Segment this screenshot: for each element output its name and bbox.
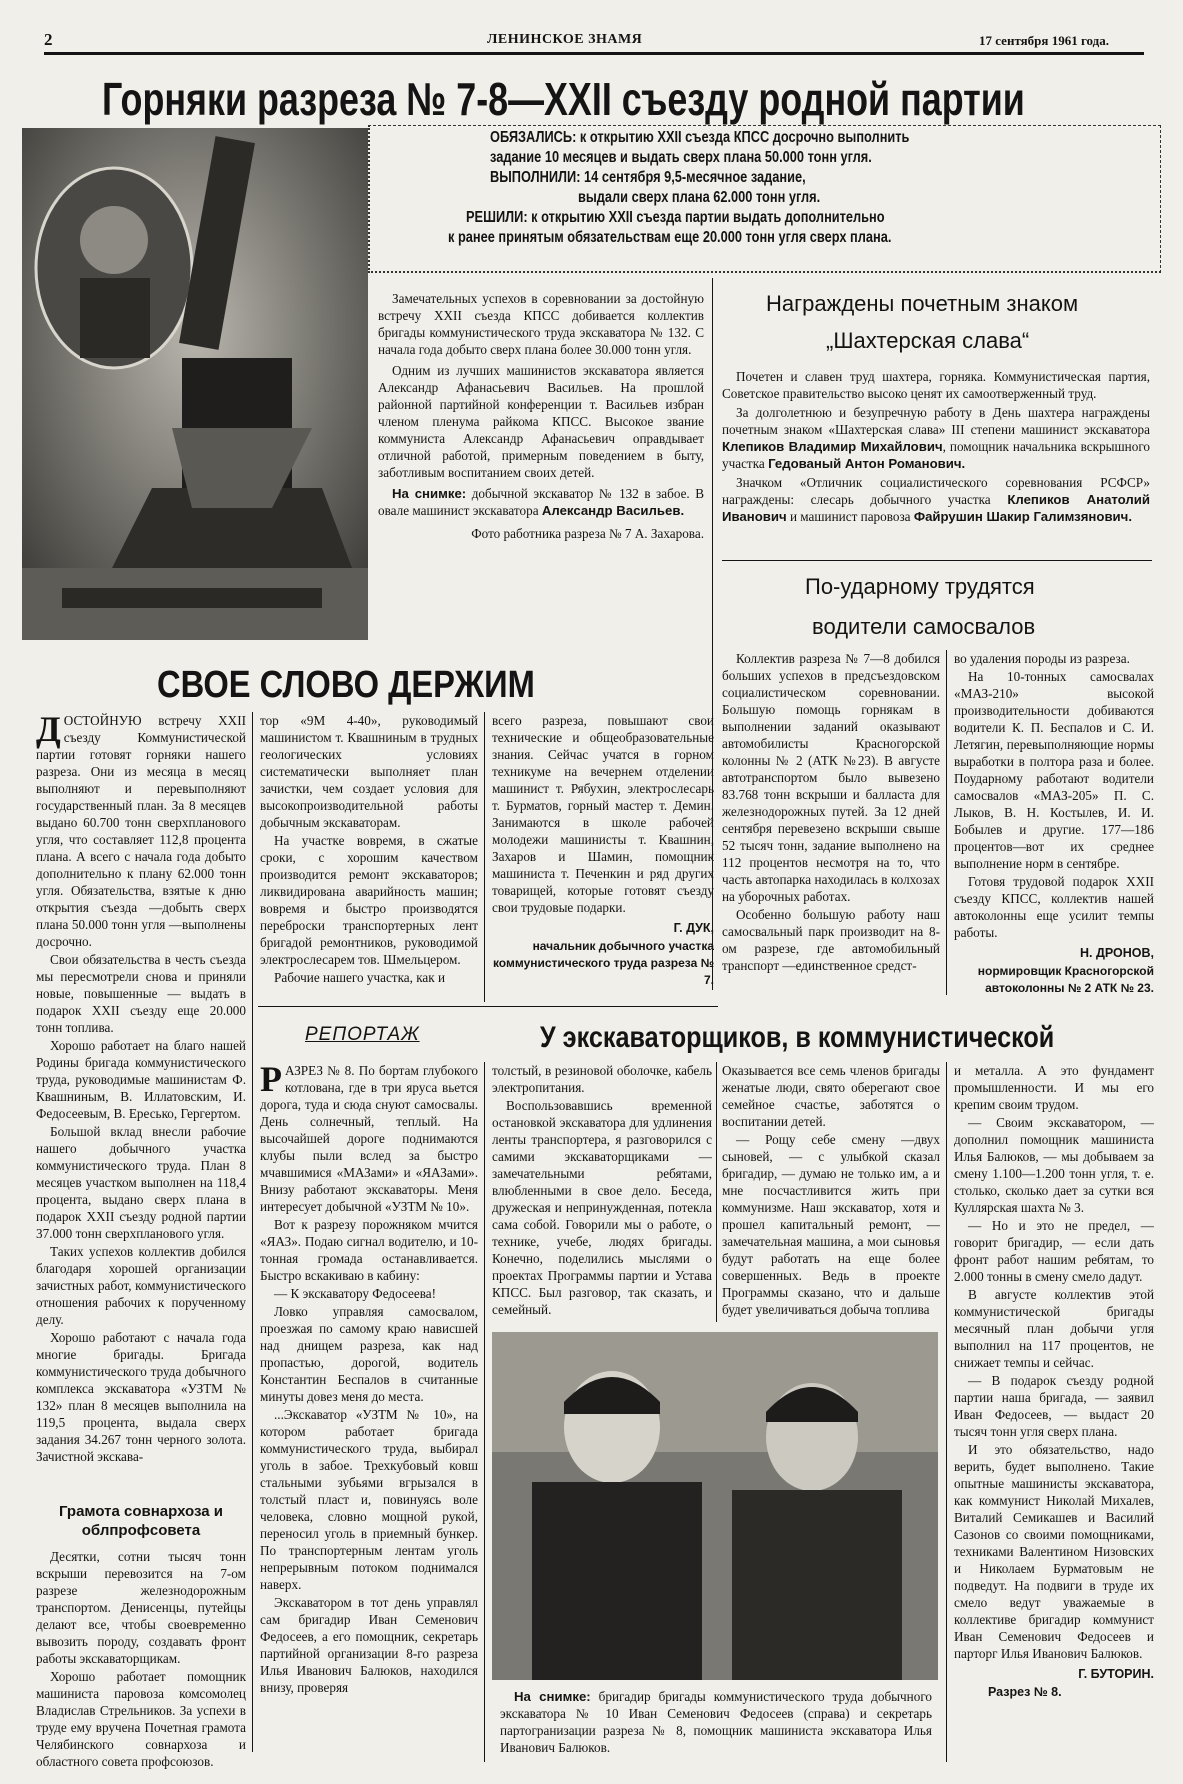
award-p3-text: Значком «Отличник социалистического соревнования РСФСР» награждены: слесарь добычного участка <box>722 475 1150 507</box>
report-col3 <box>722 1062 940 1322</box>
drivers-signature-title: нормировщик Красногорской автоколонны № 2 АТК № 23. <box>977 964 1154 995</box>
drivers-col2 <box>954 650 1154 995</box>
photo-credit: Фото работника разреза № 7 А. Захарова. <box>471 526 704 541</box>
report-caption-text <box>500 1688 932 1756</box>
gramota-story <box>36 1548 246 1778</box>
caption-label: На снимке: <box>392 486 467 501</box>
word-story-col2-p3: Рабочие нашего участка, как и <box>274 970 446 985</box>
word-story-col1-p2: Свои обязательства в честь съезда мы пересмотрели снова и приняли новые, повышенные — выдать в подарок XXII съезду еще 20.000 тонн топлива. <box>36 952 246 1035</box>
word-story-col3-p1: всего разреза, повышают свои технические и общеобразовательные знания. Сейчас учатся в горном техникуме на вечернем отделении машинист т. Рябухин, электрослесарь т. Бурматов, горный мастер т. Демин. Занимаются в школе рабочей молодежи машинисты т. Квашнин, Захаров и Шамин, помощник машиниста т. Печенкин и ряд других товарищей, которые готовят съезду свои трудовые подарки. <box>492 713 714 915</box>
word-story-col1-p3: Хорошо работает на благо нашей Родины бригада коммунистического труда, руководимые машинистам Ф. Квашниным, В. Иллатовским, И. Федосеевым, В. Ересько, Гергертом. <box>36 1038 246 1121</box>
award-p3-name2: Файрушин Шакир Галимзянович. <box>913 509 1132 524</box>
award-p2-text: За долголетнюю и безупречную работу в День шахтера награждены почетным знаком «Шахтерская слава» III степени машинист экскаватора <box>722 405 1150 437</box>
award-p3-mid: и машинист паровоза <box>789 509 911 524</box>
award-p2-name1: Клепиков Владимир Михайлович <box>722 439 943 454</box>
award-title-line1: Награждены почетным знаком <box>766 291 1079 316</box>
issue-date: 17 сентября 1961 года. <box>979 33 1109 48</box>
column-rule <box>484 1062 485 1762</box>
word-story-signature-name: Г. ДУК, <box>673 921 714 935</box>
caption-label: На снимке: <box>514 1689 591 1704</box>
pledge-line1: ОБЯЗАЛИСЬ: к открытию XXII съезда КПСС досрочно выполнить <box>490 129 910 146</box>
word-story-col2 <box>260 712 478 1002</box>
masthead <box>44 30 1144 54</box>
word-story-signature-title: начальник добычного участка коммунистического труда разреза № 7. <box>492 939 714 987</box>
award-title-line2: „Шахтерская слава“ <box>826 328 1030 353</box>
column-rule <box>252 712 253 1752</box>
report-col2 <box>492 1062 712 1322</box>
report-col3-p2: — Рощу себе смену —двух сыновей, — с улыбкой сказал бригадир, — думаю не только им, а и мне посчастливится жить при коммунизме. Наш экскаватор, хотя и прошел капитальный ремонт, — замечательная машина, а мои сыновья будут работать на еще более совершенных. Ведь в проекте Программы сказано, что и дальше будет увеличиваться добыча топлива <box>722 1132 940 1317</box>
pledge-line2: задание 10 месяцев и выдать сверх плана 50.000 тонн угля. <box>490 149 872 166</box>
report-col4-p6: И это обязательство, надо верить, будет выполнено. Такие опытные машинисты экскаватора, как коммунист Николай Михалев, Виталий Семикашев и Василий Сазонов со своими помощниками, техниками Валентином Низовских и Николаем Бурматовым не подведут. На подвиги в труде их смело ведут уважаемые в коллективе бригадир коммунист Иван Семенович Федосеев и парторг Илья Иванович Балюков. <box>954 1442 1154 1661</box>
word-story-col1 <box>36 712 246 1502</box>
drivers-title-line2: водители самосвалов <box>812 614 1036 639</box>
word-story-col1-p4: Большой вклад внесли рабочие нашего добычного участка коммунистического труда. План 8 месяцев участком выполнен на 118,4 процента, выдано сверх плана в подарок XXII съезду родной партии 37.000 тонн сверхпланового угля. <box>36 1124 246 1241</box>
report-signature-place: Разрез № 8. <box>988 1685 1062 1699</box>
excavator-illustration <box>22 128 368 640</box>
report-col3-p1: Оказывается все семь членов бригады женатые люди, свято оберегают свое семейное счастье, заботятся о воспитании детей. <box>722 1063 940 1129</box>
drivers-col2-p3: Готовя трудовой подарок XXII съезду КПСС, коллектив нашей автоколонны еще усилит темпы работы. <box>954 874 1154 940</box>
brigade-illustration <box>492 1332 938 1680</box>
drivers-col2-p2: На 10-тонных самосвалах «МАЗ-210» высокой производительности добиваются водители К. П. Беспалов и С. И. Летягин, перевыполняющие нормы выработки в полтора раза и более. Поударному работают водители самосвалов «МАЗ-205» П. С. Лыков, В. Н. Костылев, И. И. Бобылев и другие. 177—186 процентов—вот их среднее выполнение норм в сентябре. <box>954 669 1154 871</box>
dropcap: Д <box>36 712 61 749</box>
award-p3-name1: Клепиков Анатолий Иванович <box>722 492 1150 524</box>
page-number: 2 <box>44 30 53 49</box>
award-p2 <box>722 404 1150 472</box>
gramota-p2: Хорошо работает помощник машиниста паровоза комсомолец Владислав Стрельников. За успехи в труде ему вручена Почетная грамота Челябинского совнархоза и областного совета профсоюзов. <box>36 1669 246 1769</box>
report-col4-p2: — Своим экскаватором, — дополнил помощник машиниста Илья Балюков, — мы добываем за смену 1.100—1.200 тонн угля, т. е. столько, сколько дает за сутки вся Куллярская шахта № 3. <box>954 1115 1154 1215</box>
caption-text: добычной экскаватор № 132 в забое. В овале машинист экскаватора <box>378 486 704 518</box>
drivers-signature-name: Н. ДРОНОВ, <box>1079 946 1154 960</box>
word-story-col2-p1: тор «9М 4-40», руководимый машинистом т. Квашниным в трудных геологических условиях систематически выполняет план зачистки, чем создает условия для высокопроизводительной работы добычным экскаваторам. <box>260 713 478 830</box>
main-headline: Горняки разреза № 7-8—XXII съезду родной партии <box>102 73 1025 125</box>
report-col1-p1 <box>260 1062 478 1215</box>
excavator-story-p2: Одним из лучших машинистов экскаватора является Александр Афанасьевич Васильев. На прошлой районной партийной конференции т. Васильев избран членом пленума райкома КПСС. Высокое звание коммуниста Александр Афанасьевич оправдывает отличной работой, примерным поведением в быту, заботливым воспитанием своих детей. <box>378 363 704 480</box>
word-story-headline: СВОЕ СЛОВО ДЕРЖИМ <box>157 664 535 706</box>
report-col2-p2: Воспользовавшись временной остановкой экскаватора для удлинения ленты транспортера, я разговорился с самими экскаваторщиками — замечательными ребятами, влюбленными в свое дело. Беседа, дружеская и непринужденная, потекла сама собой. Говорили мы о работе, о технике, учебе, людях бригады. Конечно, поделились мыслями о проектах Программы партии и Устава КПСС. Был разговор, так сказать, и семейный. <box>492 1098 712 1317</box>
report-col1-p3: — К экскаватору Федосеева! <box>274 1286 437 1301</box>
masthead-rule <box>44 52 1144 55</box>
column-rule <box>946 650 947 995</box>
report-col1 <box>260 1062 478 1762</box>
drivers-title-line1: По-ударному трудятся <box>805 574 1035 599</box>
report-photo-caption <box>500 1688 932 1762</box>
word-story-col1-p6: Хорошо работают с начала года многие бригады. Бригада коммунистического труда добычного комплекса экскаватора «УЗТМ № 132» план 8 месяцев выполнила на 119,5 процента, выдала сверх задания 34.267 тонн черного золота. Зачистной экскава- <box>36 1330 246 1464</box>
pledge-line4: выдали сверх плана 62.000 тонн угля. <box>578 189 821 206</box>
excavator-story <box>378 290 704 650</box>
report-col1-p2: Вот к разрезу порожняком мчится «ЯАЗ». Подаю сигнал водителю, и 10-тонная громада останавливается. Быстро вскакиваю в кабину: <box>260 1217 478 1283</box>
award-story <box>722 368 1150 558</box>
excavator-photo <box>22 128 368 640</box>
gramota-title: Грамота совнархоза и облпрофсовета <box>59 1503 223 1539</box>
word-story-col1-p1-text: ОСТОЙНУЮ встречу XXII съезду Коммунистической партии готовят горняки нашего разреза. Они из месяца в месяц выполняют и перевыполняют государственный план. За 8 месяцев выдано 60.700 тонн сверхпланового угля, что составляет 112,8 процента плана. А всего с начала года добыто дополнительно к плану 62.000 тонн угля. Обязательства, взятые к дню открытия съезда —добыть сверх плана 50.000 тонн угля —выполнены досрочно. <box>36 713 246 949</box>
drivers-col1 <box>722 650 940 995</box>
award-p1: Почетен и славен труд шахтера, горняка. Коммунистическая партия, Советское правительство высоко ценят их самоотверженный труд. <box>722 369 1150 401</box>
report-col1-p4: Ловко управляя самосвалом, проезжая по самому краю нависшей над днищем разреза, как над пропастью, дорогой, водитель Константин Беспалов в считанные минуты довез меня до места. <box>260 1304 478 1404</box>
brigade-photo <box>492 1332 938 1680</box>
excavator-photo-caption <box>378 485 704 519</box>
pledge-line3: ВЫПОЛНИЛИ: 14 сентября 9,5-месячное задание, <box>490 169 806 186</box>
word-story-col3 <box>492 712 714 1002</box>
report-signature-name: Г. БУТОРИН. <box>1078 1667 1154 1681</box>
drivers-col2-p1: во удаления породы из разреза. <box>954 651 1130 666</box>
pledge-line6: к ранее принятым обязательствам еще 20.000 тонн угля сверх плана. <box>448 229 892 246</box>
word-story-col2-p2: На участке вовремя, в сжатые сроки, с хорошим качеством производится ремонт экскаваторов; ликвидирована аварийность машин; вовремя и быстро производятся переброски транспортерных лент бригадой ремонтников, руководимой электрослесарем тов. Шмельцером. <box>260 833 478 967</box>
gramota-p1: Десятки, сотни тысяч тонн вскрыши перевозится на 7-ом разрезе железнодорожным транспортом. Денисенцы, путейцы делают все, чтобы своевременно вывозить породу, создавать фронт работы экскаваторщикам. <box>36 1549 246 1666</box>
report-col1-p6: Экскаватором в тот день управлял сам бригадир Иван Семенович Федосеев, а его помощник, секретарь партийной организации 8-го разреза Илья Иванович Балюков, находился внизу, проверяя <box>260 1595 478 1695</box>
word-story-col1-p1 <box>36 712 246 950</box>
report-col1-p5: ...Экскаватор «УЗТМ № 10», на котором работает бригада коммунистического труда, выбирал уголь в забое. Трехкубовый ковш стальными зубьями вгрызался в толстый пласт и, повинуясь воле человека, словно мощной рукой, переносил уголь в приемный бункер. По транспортерным лентам уголь непрерывным потоком поднимался наверх. <box>260 1407 478 1592</box>
paper-name: ЛЕНИНСКОЕ ЗНАМЯ <box>487 32 643 47</box>
drivers-col1-p2: Особенно большую работу наш самосвальный парк производит на 8-ом разрезе, где автомобильный транспорт —единственное средст- <box>722 907 940 973</box>
column-rule <box>484 712 485 1002</box>
pledge-line5: РЕШИЛИ: к открытию XXII съезда партии выдать дополнительно <box>466 209 885 226</box>
award-p2-name2: Гедованый Антон Романович. <box>768 456 966 471</box>
drivers-col1-p1: Коллектив разреза № 7—8 добился больших успехов в предсъездовском социалистическом соревновании. Большую помощь горнякам в выполнении заданий оказывают автомобилисты Красногорской колонны № 2 (АТК №23). В августе автотранспортом было вывезено 83.768 тонн вскрыши и балласта для железнодорожных путей. За 12 дней сентября перевезено вскрыши свыше 52 тысяч тонн, задание выполнено на 112 процентов несмотря на то, что часть автопарка находилась в колхозах на уборочных работах. <box>722 651 940 904</box>
report-col4-p4: В августе коллектив этой коммунистической бригады месячный план добычи угля выполнил на 117 процентов, не снижает темпы и сейчас. <box>954 1287 1154 1370</box>
caption-text: бригадир бригады коммунистического труда добычного экскаватора № 10 Иван Семенович Федосеев (справа) и секретарь партогранизации разреза № 8, помощник машиниста экскаватора Илья Иванович Балюков. <box>500 1689 932 1755</box>
report-col4-p5: — В подарок съезду родной партии наша бригада, — заявил Иван Федосеев, — выдаст 20 тысяч тонн угля сверх плана. <box>954 1373 1154 1439</box>
report-headline: У экскаваторщиков, в коммунистической <box>540 1021 1055 1054</box>
award-p3 <box>722 474 1150 525</box>
award-p2-mid: , помощник начальника вскрышного участка <box>722 439 1150 471</box>
column-rule <box>946 1062 947 1762</box>
word-story-col1-p5: Таких успехов коллектив добился благодаря хорошей организации зачистных работ, коммунистического отношения рабочих к порученному делу. <box>36 1244 246 1327</box>
dropcap: Р <box>260 1062 282 1099</box>
column-rule <box>716 1062 717 1322</box>
caption-name: Александр Васильев. <box>541 503 685 518</box>
report-col4-p3: — Но и это не предел, — говорит бригадир, — если дать фронт работ нашим ребятам, то 2.000 тонны в смену смело дадут. <box>954 1218 1154 1284</box>
report-label: РЕПОРТАЖ <box>305 1024 420 1045</box>
report-col4 <box>954 1062 1154 1752</box>
report-col1-p1-text: АЗРЕЗ № 8. По бортам глубокого котлована, где в три яруса вьется дорога, туда и сюда снуют самосвалы. День солнечный, теплый. На высочайшей дороге поднимаются клубы пыли вслед за быстро мчавшимися «МАЗами» и «ЯАЗами». Внизу работают экскаваторы. Меня интересует добычной «УЗТМ № 10». <box>260 1063 478 1214</box>
report-col2-p1: толстый, в резиновой оболочке, кабель электропитания. <box>492 1063 712 1095</box>
excavator-story-p1: Замечательных успехов в соревновании за достойную встречу XXII съезда КПСС добивается коллектив бригады коммунистического труда экскаватора № 132. С начала года добыто сверх плана более 30.000 тонн угля. <box>378 291 704 357</box>
section-rule <box>258 1006 718 1007</box>
section-rule <box>722 560 1152 561</box>
report-col4-p1: и металла. А это фундамент промышленности. И мы его крепим своим трудом. <box>954 1063 1154 1112</box>
